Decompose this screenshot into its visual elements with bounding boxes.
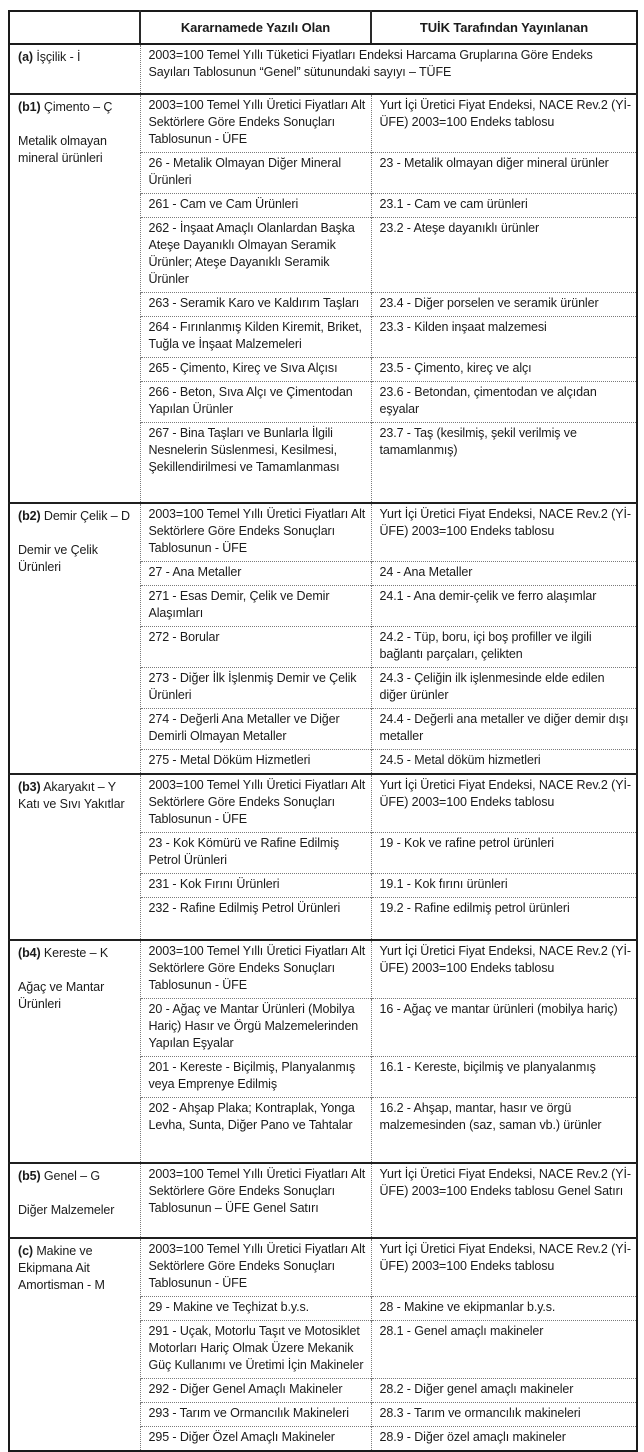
tuik-cell: 28.1 - Genel amaçlı makineler [371,1321,637,1379]
section-subtitle: Katı ve Sıvı Yakıtlar [18,797,125,811]
tuik-cell: 24.1 - Ana demir-çelik ve ferro alaşımlar [371,586,637,627]
section-code: (b4) [18,946,41,960]
section-label-cell: (b2) Demir Çelik – D Demir ve Çelik Ürünleri [9,503,140,774]
tuik-cell: 16.1 - Kereste, biçilmiş ve planyalanmış [371,1057,637,1098]
tuik-cell: 23.2 - Ateşe dayanıklı ürünler [371,218,637,293]
tuik-cell: 19.2 - Rafine edilmiş petrol ürünleri [371,898,637,941]
section-code: (b3) [18,780,41,794]
tuik-cell: 28.2 - Diğer genel amaçlı makineler [371,1379,637,1403]
kararname-cell: 272 - Borular [140,627,371,668]
section-code: (a) [18,50,33,64]
tuik-cell: 28.9 - Diğer özel amaçlı makineler [371,1427,637,1452]
label-spacer [18,525,136,542]
kararname-cell: 293 - Tarım ve Ormancılık Makineleri [140,1403,371,1427]
section-code: (b5) [18,1169,41,1183]
kararname-cell: 265 - Çimento, Kireç ve Sıva Alçısı [140,358,371,382]
label-spacer [18,116,136,133]
section-label-cell: (c) Makine ve Ekipmana Ait Amortisman - M [9,1238,140,1451]
header-kararname: Kararnamede Yazılı Olan [140,11,371,44]
mapping-table [8,10,638,1452]
tuik-cell: Yurt İçi Üretici Fiyat Endeksi, NACE Rev.2 (Yİ-ÜFE) 2003=100 Endeks tablosu [371,94,637,153]
table-row [9,774,637,833]
tuik-cell: 24.3 - Çeliğin ilk işlenmesinde elde edilen diğer ürünler [371,668,637,709]
header-empty-cell [9,11,140,44]
tuik-cell: Yurt İçi Üretici Fiyat Endeksi, NACE Rev.2 (Yİ-ÜFE) 2003=100 Endeks tablosu [371,503,637,562]
tuik-cell: 23.7 - Taş (kesilmiş, şekil verilmiş ve tamamlanmış) [371,423,637,504]
tuik-cell: 28.3 - Tarım ve ormancılık makineleri [371,1403,637,1427]
section-subtitle: Ağaç ve Mantar Ürünleri [18,980,105,1011]
kararname-cell: 274 - Değerli Ana Metaller ve Diğer Demirli Olmayan Metaller [140,709,371,750]
tuik-cell: Yurt İçi Üretici Fiyat Endeksi, NACE Rev.2 (Yİ-ÜFE) 2003=100 Endeks tablosu Genel Satırı [371,1163,637,1238]
kararname-cell: 26 - Metalik Olmayan Diğer Mineral Ürünleri [140,153,371,194]
tuik-cell: 23.3 - Kilden inşaat malzemesi [371,317,637,358]
kararname-cell: 2003=100 Temel Yıllı Tüketici Fiyatları Endeksi Harcama Gruplarına Göre Endeks Sayıları Tablosunun “Genel” sütunundaki sayıyı – TÜFE [140,44,637,94]
tuik-cell: 24.5 - Metal döküm hizmetleri [371,750,637,775]
section-label-cell: (b1) Çimento – Ç Metalik olmayan mineral ürünleri [9,94,140,503]
section-label-cell: (a) İşçilik - İ [9,44,140,94]
table-row [9,503,637,562]
kararname-cell: 263 - Seramik Karo ve Kaldırım Taşları [140,293,371,317]
kararname-cell: 261 - Cam ve Cam Ürünleri [140,194,371,218]
kararname-cell: 20 - Ağaç ve Mantar Ürünleri (Mobilya Hariç) Hasır ve Örgü Malzemelerinden Yapılan Eşyalar [140,999,371,1057]
table-row [9,1238,637,1297]
tuik-cell: 23.6 - Betondan, çimentodan ve alçıdan eşyalar [371,382,637,423]
section-code: (b1) [18,100,41,114]
label-spacer [18,1185,136,1202]
kararname-cell: 27 - Ana Metaller [140,562,371,586]
tuik-cell: Yurt İçi Üretici Fiyat Endeksi, NACE Rev.2 (Yİ-ÜFE) 2003=100 Endeks tablosu [371,1238,637,1297]
kararname-cell: 2003=100 Temel Yıllı Üretici Fiyatları Alt Sektörlere Göre Endeks Sonuçları Tablosunun - ÜFE [140,503,371,562]
section-subtitle: Demir ve Çelik Ürünleri [18,543,98,574]
tuik-cell: 23 - Metalik olmayan diğer mineral ürünler [371,153,637,194]
kararname-cell: 264 - Fırınlanmış Kilden Kiremit, Briket, Tuğla ve İnşaat Malzemeleri [140,317,371,358]
kararname-cell: 2003=100 Temel Yıllı Üretici Fiyatları Alt Sektörlere Göre Endeks Sonuçları Tablosunun - ÜFE [140,94,371,153]
kararname-cell: 292 - Diğer Genel Amaçlı Makineler [140,1379,371,1403]
tuik-cell: 19.1 - Kok fırını ürünleri [371,874,637,898]
table-row [9,940,637,999]
kararname-cell: 29 - Makine ve Teçhizat b.y.s. [140,1297,371,1321]
section-subtitle: Diğer Malzemeler [18,1203,115,1217]
tuik-cell: 23.4 - Diğer porselen ve seramik ürünler [371,293,637,317]
tuik-cell: 24 - Ana Metaller [371,562,637,586]
section-code: (b2) [18,509,41,523]
kararname-cell: 232 - Rafine Edilmiş Petrol Ürünleri [140,898,371,941]
tuik-cell: 23.1 - Cam ve cam ürünleri [371,194,637,218]
tuik-cell: 24.2 - Tüp, boru, içi boş profiller ve ilgili bağlantı parçaları, çelikten [371,627,637,668]
kararname-cell: 23 - Kok Kömürü ve Rafine Edilmiş Petrol Ürünleri [140,833,371,874]
tuik-cell: Yurt İçi Üretici Fiyat Endeksi, NACE Rev.2 (Yİ-ÜFE) 2003=100 Endeks tablosu [371,774,637,833]
table-body [9,44,637,1451]
tuik-cell: Yurt İçi Üretici Fiyat Endeksi, NACE Rev.2 (Yİ-ÜFE) 2003=100 Endeks tablosu [371,940,637,999]
kararname-cell: 262 - İnşaat Amaçlı Olanlardan Başka Ateşe Dayanıklı Olmayan Seramik Ürünler; Ateşe Dayanıklı Seramik Ürünler [140,218,371,293]
tuik-cell: 19 - Kok ve rafine petrol ürünleri [371,833,637,874]
tuik-cell: 24.4 - Değerli ana metaller ve diğer demir dışı metaller [371,709,637,750]
kararname-cell: 273 - Diğer İlk İşlenmiş Demir ve Çelik Ürünleri [140,668,371,709]
table-row [9,94,637,153]
kararname-cell: 2003=100 Temel Yıllı Üretici Fiyatları Alt Sektörlere Göre Endeks Sonuçları Tablosunun - ÜFE [140,940,371,999]
label-spacer [18,962,136,979]
kararname-cell: 2003=100 Temel Yıllı Üretici Fiyatları Alt Sektörlere Göre Endeks Sonuçları Tablosunun - ÜFE [140,774,371,833]
section-label-cell: (b5) Genel – G Diğer Malzemeler [9,1163,140,1238]
table-header [9,11,637,44]
kararname-cell: 201 - Kereste - Biçilmiş, Planyalanmış veya Emprenye Edilmiş [140,1057,371,1098]
table-row [9,1163,637,1238]
tuik-cell: 28 - Makine ve ekipmanlar b.y.s. [371,1297,637,1321]
section-subtitle: Metalik olmayan mineral ürünleri [18,134,107,165]
header-tuik: TUİK Tarafından Yayınlanan [371,11,637,44]
section-label-cell: (b4) Kereste – K Ağaç ve Mantar Ürünleri [9,940,140,1163]
section-code: (c) [18,1244,33,1258]
kararname-cell: 231 - Kok Fırını Ürünleri [140,874,371,898]
kararname-cell: 202 - Ahşap Plaka; Kontraplak, Yonga Levha, Sunta, Diğer Pano ve Tahtalar [140,1098,371,1164]
kararname-cell: 271 - Esas Demir, Çelik ve Demir Alaşımları [140,586,371,627]
kararname-cell: 2003=100 Temel Yıllı Üretici Fiyatları Alt Sektörlere Göre Endeks Sonuçları Tablosunun - ÜFE [140,1238,371,1297]
kararname-cell: 267 - Bina Taşları ve Bunlarla İlgili Nesnelerin Süslenmesi, Kesilmesi, Şekillendirilmesi ve Tamamlanması [140,423,371,504]
table-row [9,44,637,94]
kararname-cell: 2003=100 Temel Yıllı Üretici Fiyatları Alt Sektörlere Göre Endeks Sonuçları Tablosunun – ÜFE Genel Satırı [140,1163,371,1238]
kararname-cell: 295 - Diğer Özel Amaçlı Makineler [140,1427,371,1452]
tuik-cell: 23.5 - Çimento, kireç ve alçı [371,358,637,382]
section-label-cell: (b3) Akaryakıt – Y Katı ve Sıvı Yakıtlar [9,774,140,940]
kararname-cell: 266 - Beton, Sıva Alçı ve Çimentodan Yapılan Ürünler [140,382,371,423]
kararname-cell: 291 - Uçak, Motorlu Taşıt ve Motosiklet Motorları Hariç Olmak Üzere Mekanik Güç Kullanımı ve Üretimi İçin Makineler [140,1321,371,1379]
header-row [9,11,637,44]
kararname-cell: 275 - Metal Döküm Hizmetleri [140,750,371,775]
tuik-cell: 16 - Ağaç ve mantar ürünleri (mobilya hariç) [371,999,637,1057]
tuik-cell: 16.2 - Ahşap, mantar, hasır ve örgü malzemesinden (saz, saman vb.) ürünler [371,1098,637,1164]
